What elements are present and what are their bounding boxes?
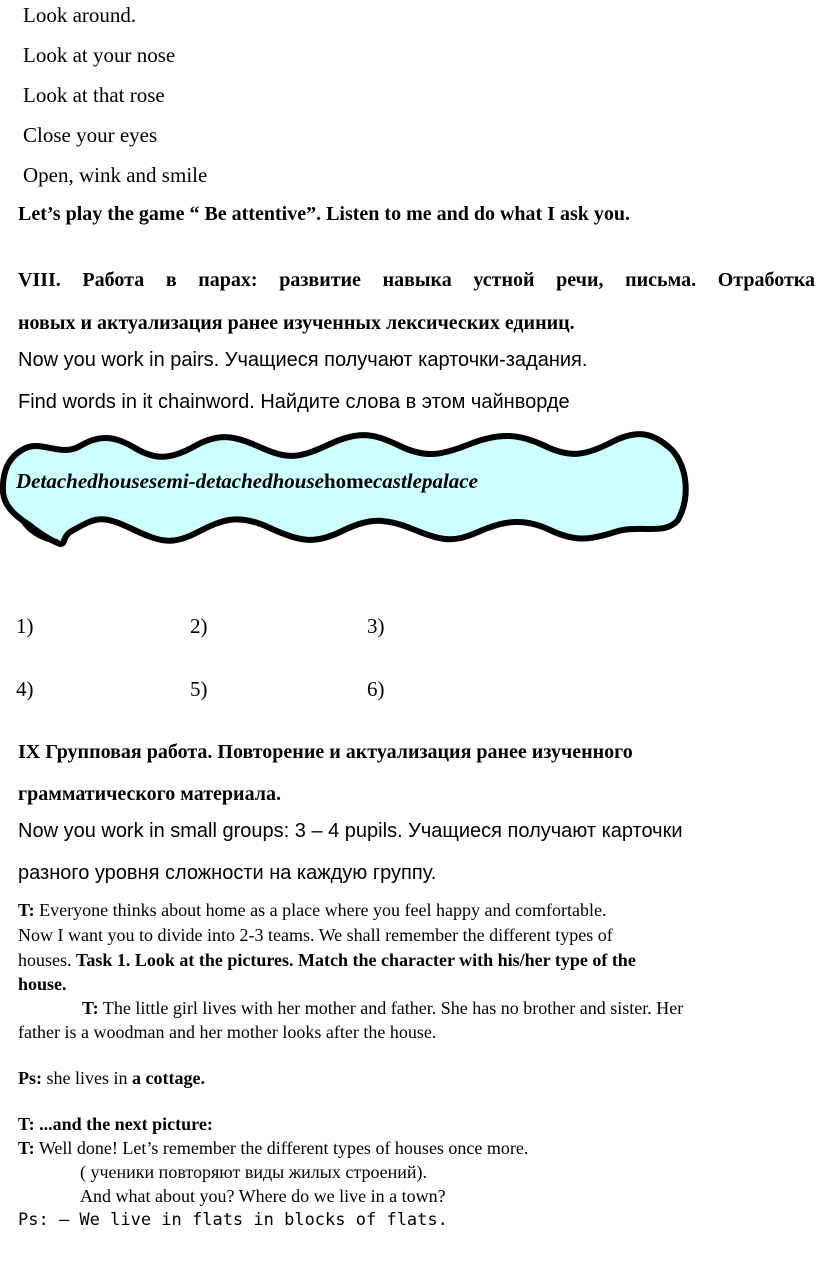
teacher-line-1-text: Everyone thinks about home as a place where you feel happy and comfortable. xyxy=(34,900,607,920)
section-9-heading-line-2: грамматического материала. xyxy=(18,783,281,805)
teacher-question: And what about you? Where do we live in a town? xyxy=(80,1186,446,1206)
teacher-label: T: xyxy=(18,900,35,920)
teacher-line-5 xyxy=(82,998,683,1019)
teacher-line-6: father is a woodman and her mother looks after the house. xyxy=(18,1022,437,1042)
answer-3: 3) xyxy=(367,614,385,638)
next-picture-line: T: ...and the next picture: xyxy=(18,1114,213,1134)
teacher-line-3 xyxy=(18,950,636,971)
pupils-answer-text: she lives in xyxy=(42,1068,132,1088)
answer-1: 1) xyxy=(16,614,34,638)
section-8-heading-line-1: VIII. Работа в парах: развитие навыка устной речи, письма. Отработка xyxy=(18,269,815,291)
pupils-final-answer: Ps: — We live in flats in blocks of flats. xyxy=(18,1210,448,1230)
teacher-line-2: Now I want you to divide into 2-3 teams. We shall remember the different types of xyxy=(18,925,613,945)
poem-line-4: Close your eyes xyxy=(23,123,158,147)
chainword-text xyxy=(16,469,478,494)
chainword-part-2: home xyxy=(323,469,373,493)
teacher-line-3-text: houses. xyxy=(18,950,76,970)
task-1-title-end: house. xyxy=(18,974,67,994)
section-9-heading-line-1: IX Групповая работа. Повторение и актуализация ранее изученного xyxy=(18,741,633,763)
teacher-well-done-text: Well done! Let’s remember the different types of houses once more. xyxy=(34,1138,529,1158)
teacher-label: T: xyxy=(18,1138,35,1158)
teacher-line-1 xyxy=(18,900,606,921)
teacher-label: T: xyxy=(82,998,99,1018)
game-instruction: Let’s play the game “ Be attentive”. Listen to me and do what I ask you. xyxy=(18,203,631,225)
pupils-label: Ps: xyxy=(18,1068,42,1088)
chainword-part-3: castlepalace xyxy=(372,469,478,493)
pupils-answer xyxy=(18,1068,205,1089)
teacher-line-5-text: The little girl lives with her mother and father. She has no brother and sister. Her xyxy=(98,998,684,1018)
groups-instruction-2: разного уровня сложности на каждую группу. xyxy=(18,862,437,884)
pupils-answer-bold: a cottage. xyxy=(132,1068,205,1088)
pairs-instruction: Now you work in pairs. Учащиеся получают карточки-задания. xyxy=(18,349,588,371)
poem-line-1: Look around. xyxy=(23,3,137,27)
groups-instruction: Now you work in small groups: 3 – 4 pupils. Учащиеся получают карточки xyxy=(18,820,683,842)
chainword-part-1: Detachedhousesemi-detachedhouse xyxy=(16,469,324,493)
answer-6: 6) xyxy=(367,677,385,701)
teacher-well-done xyxy=(18,1138,528,1159)
poem-line-2: Look at your nose xyxy=(23,43,176,67)
repeat-note: ( ученики повторяют виды жилых строений). xyxy=(80,1162,428,1182)
answer-2: 2) xyxy=(190,614,208,638)
find-words-instruction: Find words in it chainword. Найдите слова в этом чайнворде xyxy=(18,391,570,413)
task-1-title: Task 1. Look at the pictures. Match the character with his/her type of the xyxy=(76,950,636,970)
answer-5: 5) xyxy=(190,677,208,701)
poem-line-5: Open, wink and smile xyxy=(23,163,208,187)
poem-line-3: Look at that rose xyxy=(23,83,165,107)
answer-4: 4) xyxy=(16,677,34,701)
section-8-heading-line-2: новых и актуализация ранее изученных лексических единиц. xyxy=(18,312,575,334)
